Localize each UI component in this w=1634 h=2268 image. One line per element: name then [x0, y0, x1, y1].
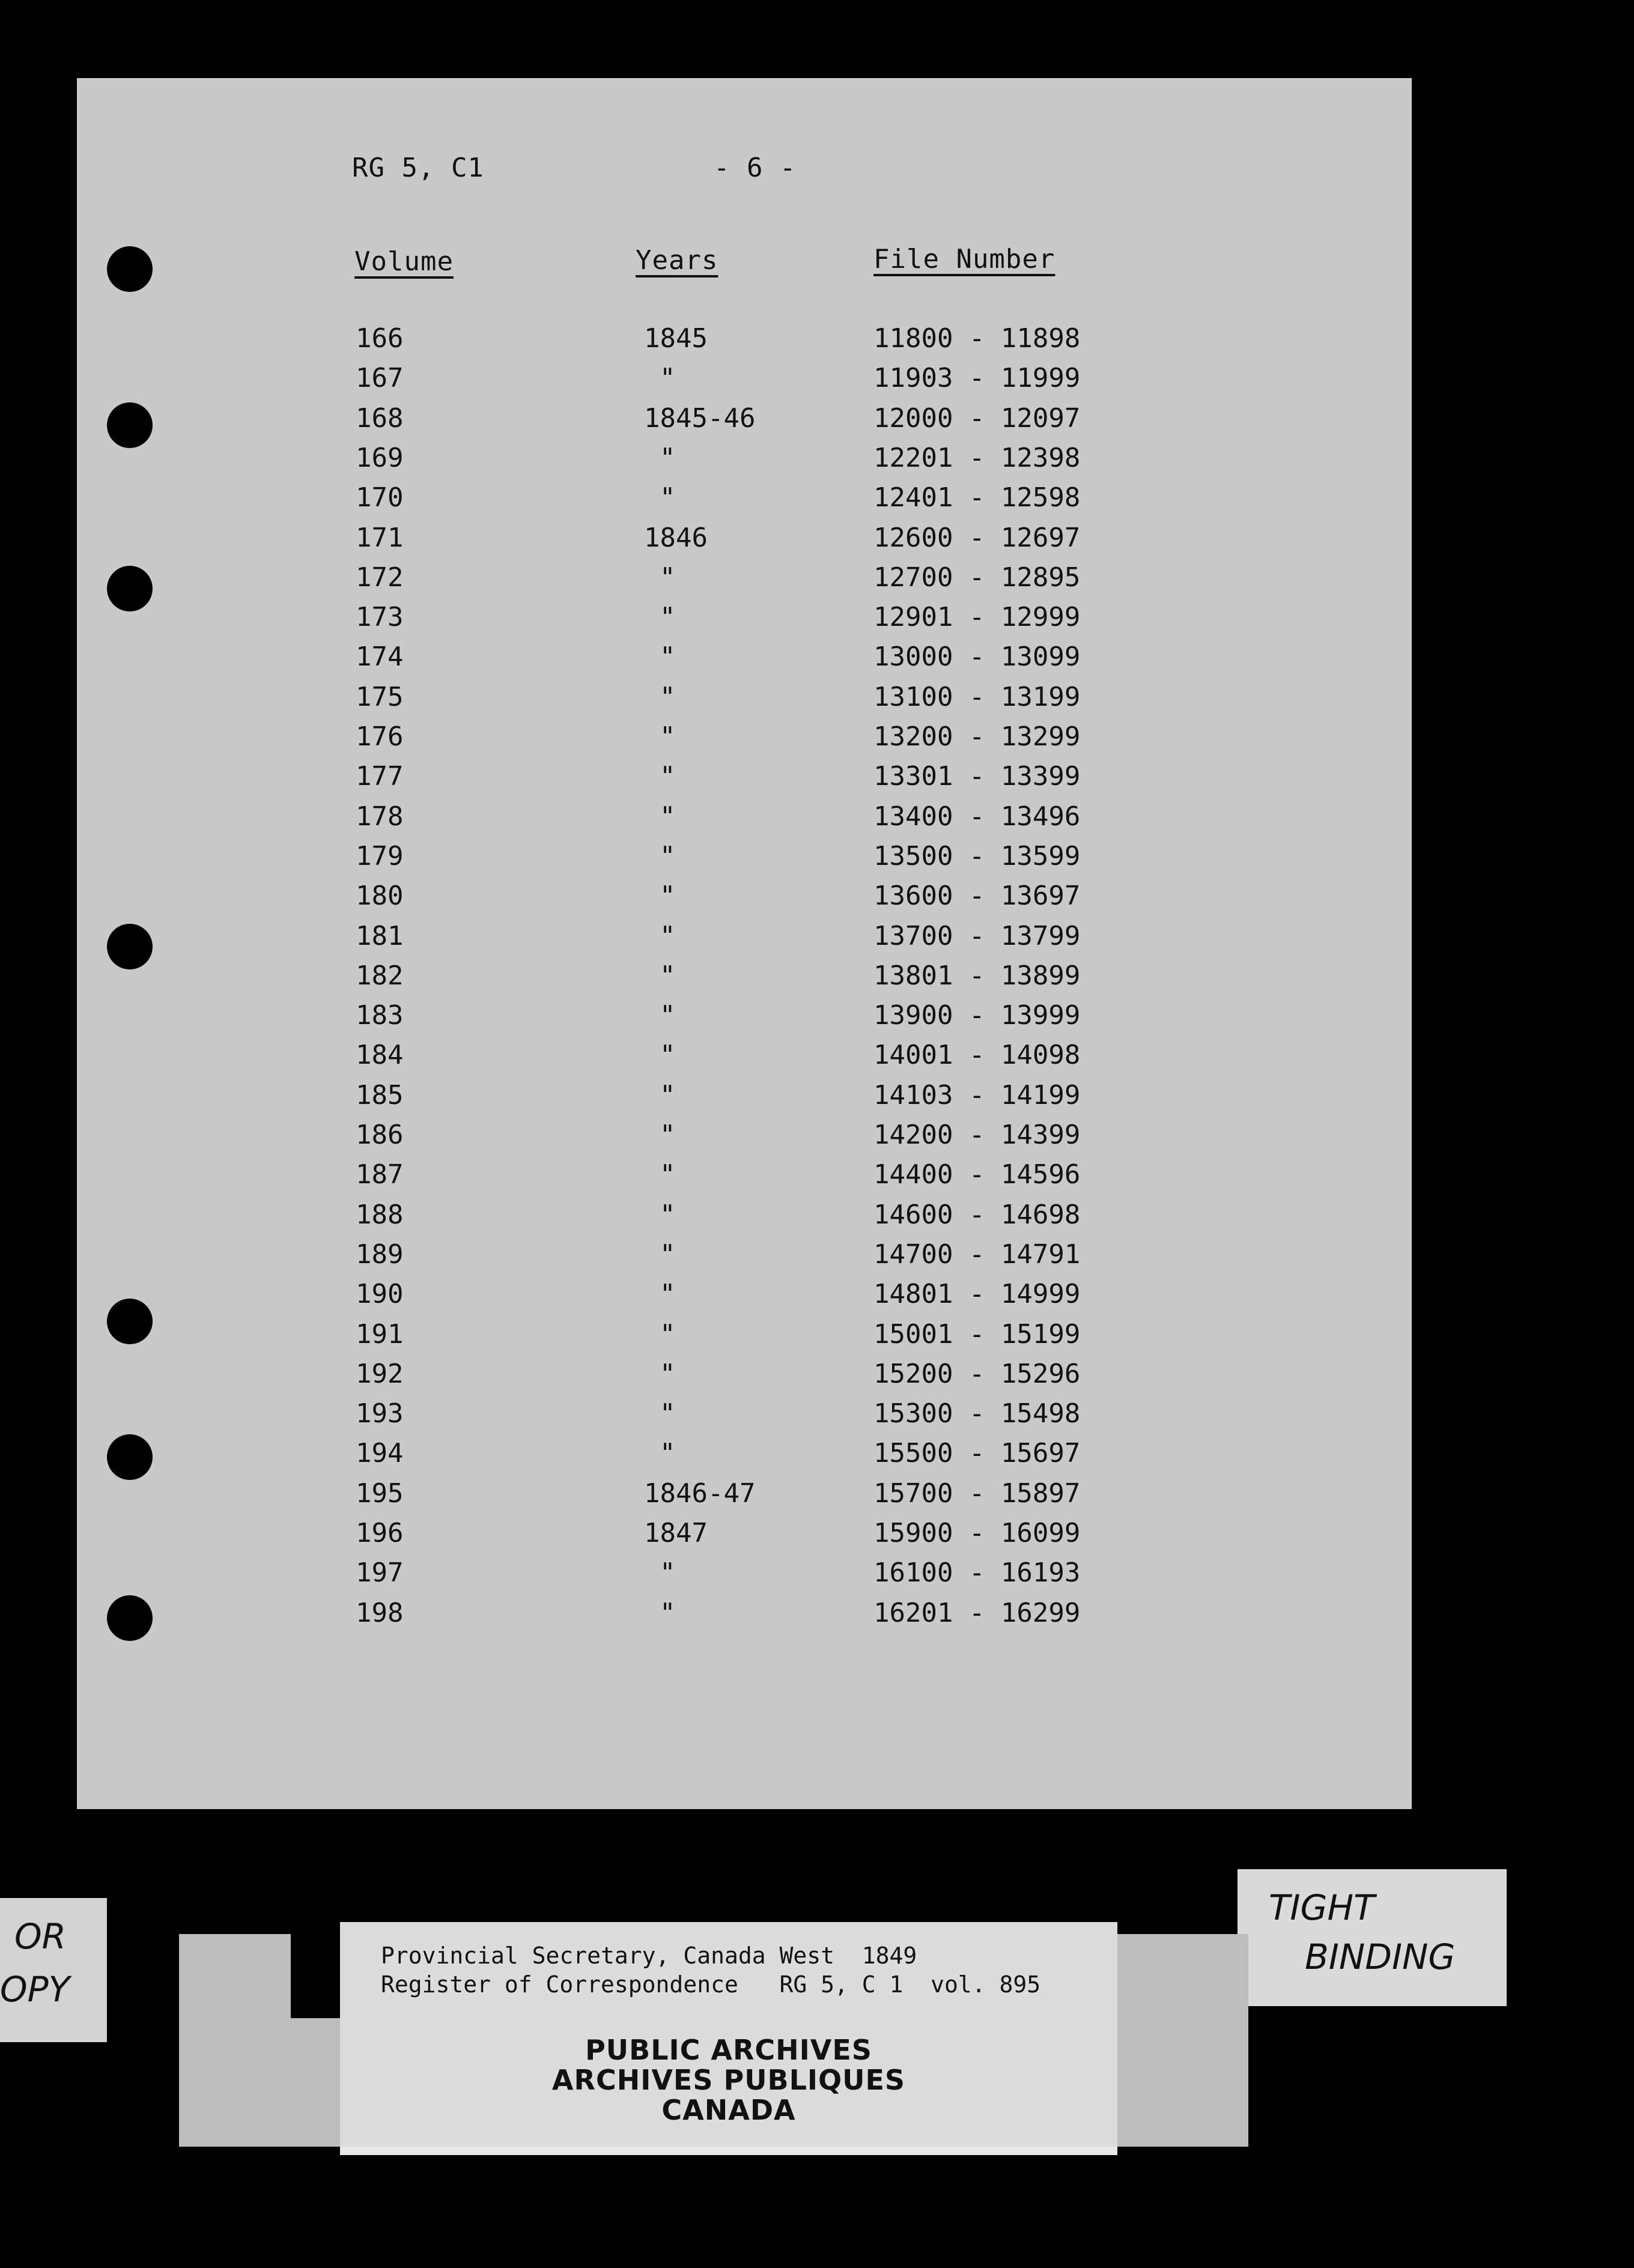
volume-cell: 195	[356, 1478, 404, 1509]
file-number-cell: 14001 - 14098	[873, 1040, 1081, 1071]
years-cell: "	[660, 960, 676, 991]
volume-cell: 174	[356, 641, 404, 673]
file-number-cell: 15700 - 15897	[873, 1478, 1081, 1509]
years-cell: "	[660, 920, 676, 951]
file-number-cell: 15001 - 15199	[873, 1318, 1081, 1350]
volume-cell: 167	[356, 363, 404, 394]
card-line1: Provincial Secretary, Canada West 1849	[381, 1942, 917, 1969]
file-number-cell: 15500 - 15697	[873, 1438, 1081, 1469]
stamp-line1: PUBLIC ARCHIVES	[585, 2034, 872, 2066]
file-number-cell: 13400 - 13496	[873, 801, 1081, 832]
file-number-cell: 12000 - 12097	[873, 402, 1081, 434]
stamp-line3: CANADA	[661, 2094, 796, 2126]
table-row	[77, 403, 1412, 443]
table-row	[77, 1040, 1412, 1079]
years-cell: "	[660, 1557, 676, 1589]
file-number-cell: 12901 - 12999	[873, 602, 1081, 633]
page-number: - 6 -	[714, 153, 797, 183]
table-row	[77, 1478, 1412, 1518]
volume-cell: 189	[356, 1239, 404, 1270]
volume-cell: 197	[356, 1557, 404, 1589]
table-row	[77, 682, 1412, 721]
volume-cell: 186	[356, 1120, 404, 1150]
table-row	[77, 1359, 1412, 1398]
years-cell: "	[660, 562, 676, 593]
volume-cell: 196	[356, 1518, 404, 1548]
table-row	[77, 801, 1412, 841]
table-row	[77, 1279, 1412, 1318]
table-row	[77, 363, 1412, 402]
file-number-cell: 13301 - 13399	[873, 761, 1081, 792]
table-row	[77, 1319, 1412, 1359]
years-cell: "	[660, 1040, 676, 1071]
file-number-cell: 13100 - 13199	[873, 681, 1081, 712]
file-number-cell: 14400 - 14596	[873, 1159, 1081, 1190]
file-number-cell: 11800 - 11898	[873, 323, 1081, 354]
file-number-cell: 13900 - 13999	[873, 1000, 1081, 1031]
table-row	[77, 1518, 1412, 1557]
volume-cell: 192	[356, 1358, 404, 1389]
stamp-line2: ARCHIVES PUBLIQUES	[551, 2064, 906, 2096]
table-row	[77, 921, 1412, 960]
file-number-cell: 13801 - 13899	[873, 960, 1081, 991]
table-row	[77, 562, 1412, 602]
years-cell: "	[660, 1597, 676, 1628]
file-number-cell: 15300 - 15498	[873, 1398, 1081, 1430]
years-cell: 1845-46	[644, 402, 756, 434]
record-group-reference: RG 5, C1	[352, 153, 484, 183]
table-row	[77, 1120, 1412, 1159]
years-cell: "	[660, 641, 676, 673]
file-number-cell: 16100 - 16193	[873, 1557, 1081, 1589]
years-cell: "	[660, 801, 676, 832]
file-number-cell: 15200 - 15296	[873, 1358, 1081, 1389]
volume-cell: 176	[356, 721, 404, 752]
table-row	[77, 960, 1412, 1000]
card-line2: Register of Correspondence RG 5, C 1 vol. 895	[381, 1971, 1041, 1998]
years-cell: "	[660, 363, 676, 394]
table-row	[77, 761, 1412, 801]
years-cell: "	[660, 840, 676, 872]
table-row	[77, 443, 1412, 482]
years-cell: "	[660, 442, 676, 473]
volume-cell: 187	[356, 1159, 404, 1190]
volume-cell: 198	[356, 1597, 404, 1628]
years-cell: 1847	[644, 1518, 708, 1548]
table-row	[77, 1598, 1412, 1637]
years-cell: "	[660, 1199, 676, 1230]
table-row	[77, 1398, 1412, 1438]
column-header-file-number: File Number	[873, 244, 1055, 274]
volume-cell: 190	[356, 1279, 404, 1310]
file-number-cell: 14103 - 14199	[873, 1079, 1081, 1111]
table-row	[77, 602, 1412, 641]
volume-cell: 178	[356, 801, 404, 832]
years-cell: "	[660, 1000, 676, 1031]
file-number-cell: 12401 - 12598	[873, 482, 1081, 514]
left-note-line2: OPY	[0, 1969, 70, 2010]
tight-binding-note	[1238, 1869, 1507, 2006]
document-page	[77, 78, 1412, 1809]
volume-cell: 183	[356, 1000, 404, 1031]
years-cell: 1846	[644, 522, 708, 553]
volume-cell: 180	[356, 881, 404, 912]
years-cell: "	[660, 1438, 676, 1469]
years-cell: "	[660, 1358, 676, 1389]
volume-cell: 168	[356, 402, 404, 434]
volume-cell: 194	[356, 1438, 404, 1469]
volume-cell: 170	[356, 482, 404, 514]
years-cell: "	[660, 1159, 676, 1190]
card-edge	[340, 2147, 1117, 2155]
years-cell: "	[660, 1398, 676, 1430]
left-note-line1: OR	[14, 1916, 66, 1957]
volume-cell: 185	[356, 1079, 404, 1111]
file-number-cell: 13200 - 13299	[873, 721, 1081, 752]
volume-cell: 172	[356, 562, 404, 593]
table-row	[77, 1080, 1412, 1120]
tight-binding-line2: BINDING	[1305, 1936, 1456, 1977]
column-header-years: Years	[636, 245, 718, 276]
volume-cell: 166	[356, 323, 404, 354]
years-cell: "	[660, 1079, 676, 1111]
years-cell: "	[660, 761, 676, 792]
volume-cell: 169	[356, 442, 404, 473]
file-number-cell: 12201 - 12398	[873, 442, 1081, 473]
table-row	[77, 1159, 1412, 1199]
table-row	[77, 1199, 1412, 1239]
file-number-cell: 13500 - 13599	[873, 840, 1081, 872]
table-row	[77, 482, 1412, 522]
volume-cell: 193	[356, 1398, 404, 1430]
file-number-cell: 14700 - 14791	[873, 1239, 1081, 1270]
volume-cell: 173	[356, 602, 404, 633]
column-header-volume: Volume	[354, 246, 454, 277]
file-number-cell: 13700 - 13799	[873, 920, 1081, 951]
years-cell: "	[660, 881, 676, 912]
years-cell: "	[660, 721, 676, 752]
file-number-cell: 16201 - 16299	[873, 1597, 1081, 1628]
file-number-cell: 14200 - 14399	[873, 1120, 1081, 1150]
file-number-cell: 15900 - 16099	[873, 1518, 1081, 1548]
file-number-cell: 11903 - 11999	[873, 363, 1081, 394]
years-cell: 1846-47	[644, 1478, 756, 1509]
years-cell: 1845	[644, 323, 708, 354]
archive-target-card	[340, 1922, 1117, 2150]
volume-cell: 184	[356, 1040, 404, 1071]
years-cell: "	[660, 1239, 676, 1270]
file-number-cell: 14600 - 14698	[873, 1199, 1081, 1230]
volume-cell: 188	[356, 1199, 404, 1230]
file-number-cell: 12700 - 12895	[873, 562, 1081, 593]
volume-cell: 177	[356, 761, 404, 792]
file-number-cell: 13000 - 13099	[873, 641, 1081, 673]
table-row	[77, 841, 1412, 881]
years-cell: "	[660, 681, 676, 712]
card-slot	[291, 1922, 340, 2018]
years-cell: "	[660, 602, 676, 633]
years-cell: "	[660, 1318, 676, 1350]
left-note-slip	[0, 1898, 107, 2042]
volume-cell: 182	[356, 960, 404, 991]
file-number-cell: 14801 - 14999	[873, 1279, 1081, 1310]
table-row	[77, 721, 1412, 761]
file-number-cell: 13600 - 13697	[873, 881, 1081, 912]
years-cell: "	[660, 1120, 676, 1150]
table-row	[77, 641, 1412, 681]
volume-cell: 171	[356, 522, 404, 553]
punch-hole	[107, 246, 153, 292]
volume-cell: 179	[356, 840, 404, 872]
table-row	[77, 523, 1412, 562]
table-row	[77, 323, 1412, 363]
table-row	[77, 881, 1412, 920]
file-number-cell: 12600 - 12697	[873, 522, 1081, 553]
years-cell: "	[660, 482, 676, 514]
table-row	[77, 1000, 1412, 1040]
tight-binding-line1: TIGHT	[1269, 1887, 1375, 1928]
table-row	[77, 1239, 1412, 1279]
volume-cell: 191	[356, 1318, 404, 1350]
volume-cell: 175	[356, 681, 404, 712]
table-row	[77, 1557, 1412, 1597]
table-row	[77, 1438, 1412, 1478]
volume-cell: 181	[356, 920, 404, 951]
years-cell: "	[660, 1279, 676, 1310]
